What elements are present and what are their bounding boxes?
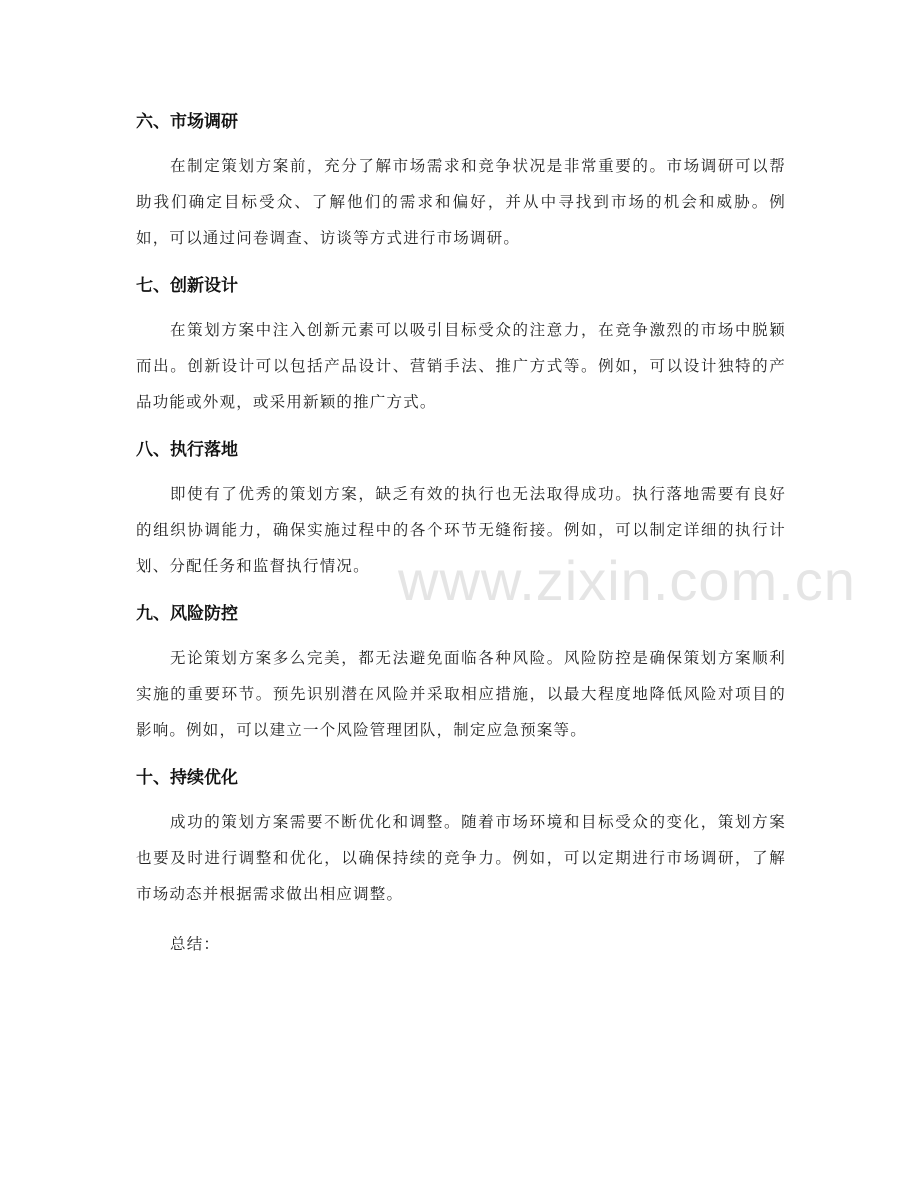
section-paragraph: 在制定策划方案前，充分了解市场需求和竞争状况是非常重要的。市场调研可以帮助我们确定目标受众、了解他们的需求和偏好，并从中寻找到市场的机会和威胁。例如，可以通过问卷调查、访谈等方式进行市场调研。 [136,157,786,247]
section-heading: 六、市场调研 [136,112,238,132]
section-heading: 八、执行落地 [136,440,238,460]
section-heading: 九、风险防控 [136,604,238,624]
section-execution [136,434,786,584]
section-paragraph: 在策划方案中注入创新元素可以吸引目标受众的注意力，在竞争激烈的市场中脱颖而出。创新设计可以包括产品设计、营销手法、推广方式等。例如，可以设计独特的产品功能或外观，或采用新颖的推广方式。 [136,321,786,411]
section-heading: 七、创新设计 [136,276,238,296]
section-paragraph: 成功的策划方案需要不断优化和调整。随着市场环境和目标受众的变化，策划方案也要及时进行调整和优化，以确保持续的竞争力。例如，可以定期进行市场调研，了解市场动态并根据需求做出相应调整。 [136,813,786,903]
section-heading: 十、持续优化 [136,768,238,788]
section-risk-control [136,598,786,748]
document-page [136,106,786,962]
section-market-research [136,106,786,256]
section-innovative-design [136,270,786,420]
section-paragraph: 无论策划方案多么完美，都无法避免面临各种风险。风险防控是确保策划方案顺利实施的重要环节。预先识别潜在风险并采取相应措施，以最大程度地降低风险对项目的影响。例如，可以建立一个风险管理团队，制定应急预案等。 [136,649,786,739]
watermark: www.zixin.com.cn [398,549,856,612]
summary-label: 总结： [170,935,221,953]
section-paragraph: 即使有了优秀的策划方案，缺乏有效的执行也无法取得成功。执行落地需要有良好的组织协调能力，确保实施过程中的各个环节无缝衔接。例如，可以制定详细的执行计划、分配任务和监督执行情况。 [136,485,786,575]
section-continuous-optimization [136,762,786,912]
